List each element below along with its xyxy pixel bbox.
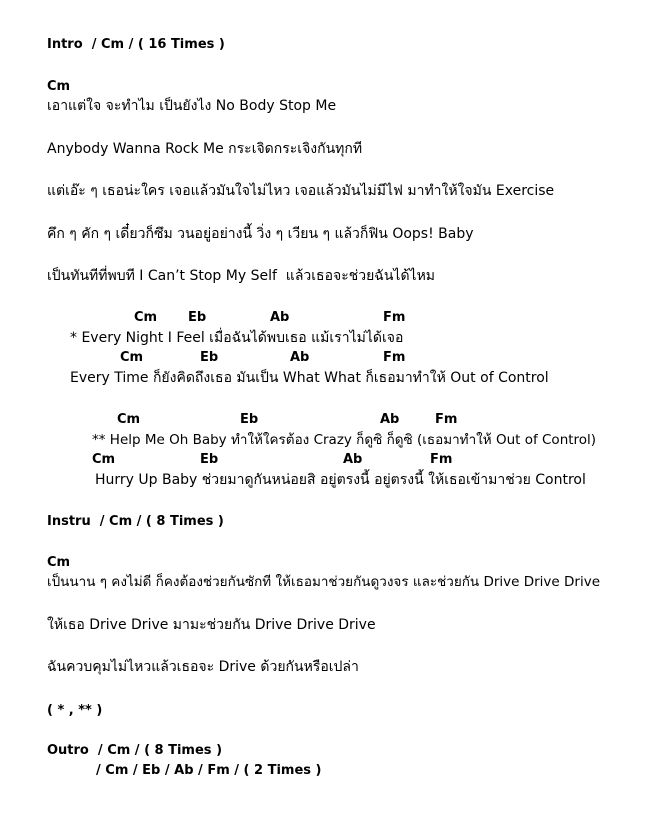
chorus1-line-1: * Every Night I Feel เมื่อฉันได้พบเธอ แม้เราไม่ได้เจอ	[70, 330, 404, 346]
chord: Eb	[240, 412, 259, 427]
chord: Fm	[430, 452, 453, 467]
chord: Cm	[120, 350, 144, 365]
instru-line: Instru / Cm / ( 8 Times )	[47, 514, 224, 529]
verse-line-1: เอาแต่ใจ จะทำไม เป็นยังไง No Body Stop Me	[47, 98, 337, 114]
chorus1-line-2: Every Time ก็ยังคิดถึงเธอ มันเป็น What What ก็เธอมาทำให้ Out of Control	[70, 370, 549, 386]
verse-line-5: เป็นทันทีที่พบที I Can’t Stop My Self แล้วเธอจะช่วยฉันได้ไหม	[47, 268, 436, 284]
bridge-line-1: เป็นนาน ๆ คงไม่ดี ก็คงต้องช่วยกันซักที ให้เธอมาช่วยกันดูวงจร และช่วยกัน Drive Drive Drive	[47, 574, 601, 590]
chord: Cm	[117, 412, 141, 427]
chord: Eb	[200, 350, 219, 365]
chord: Ab	[343, 452, 363, 467]
chord: Fm	[435, 412, 458, 427]
outro-line: Outro / Cm / ( 8 Times )	[47, 743, 223, 758]
chord: Fm	[383, 310, 406, 325]
verse-line-3: แต่เอ๊ะ ๆ เธอน่ะใคร เจอแล้วมันใจไม่ไหว เจอแล้วมันไม่มีไฟ มาทำให้ใจมัน Exercise	[47, 183, 555, 199]
chord: Ab	[380, 412, 400, 427]
verse-chord: Cm	[47, 79, 71, 94]
chorus2-line-2: Hurry Up Baby ช่วยมาดูกันหน่อยสิ อยู่ตรงนี้ อยู่ตรงนี้ ให้เธอเข้ามาช่วย Control	[95, 472, 586, 488]
outro-chords: / Cm / Eb / Ab / Fm / ( 2 Times )	[96, 763, 322, 778]
bridge-chord: Cm	[47, 555, 71, 570]
verse-line-2: Anybody Wanna Rock Me กระเจิดกระเจิงกันทุกที	[47, 141, 363, 157]
chord: Ab	[270, 310, 290, 325]
chord: Ab	[290, 350, 310, 365]
chord: Eb	[188, 310, 207, 325]
bridge-line-2: ให้เธอ Drive Drive มามะช่วยกัน Drive Drive Drive	[47, 617, 376, 633]
repeat-marker: ( * , ** )	[47, 703, 103, 718]
chorus2-line-1: ** Help Me Oh Baby ทำให้ใครต้อง Crazy ก็ดูซิ ก็ดูซิ (เธอมาทำให้ Out of Control)	[92, 432, 597, 448]
intro-line: Intro / Cm / ( 16 Times )	[47, 37, 225, 52]
chord: Cm	[134, 310, 158, 325]
chord: Fm	[383, 350, 406, 365]
chord: Cm	[92, 452, 116, 467]
chord: Eb	[200, 452, 219, 467]
bridge-line-3: ฉันควบคุมไม่ไหวแล้วเธอจะ Drive ด้วยกันหรือเปล่า	[47, 659, 359, 675]
verse-line-4: คึก ๆ คัก ๆ เดี๋ยวก็ซึม วนอยู่อย่างนี้ วิ่ง ๆ เวียน ๆ แล้วก็ฟิน Oops! Baby	[47, 226, 474, 242]
